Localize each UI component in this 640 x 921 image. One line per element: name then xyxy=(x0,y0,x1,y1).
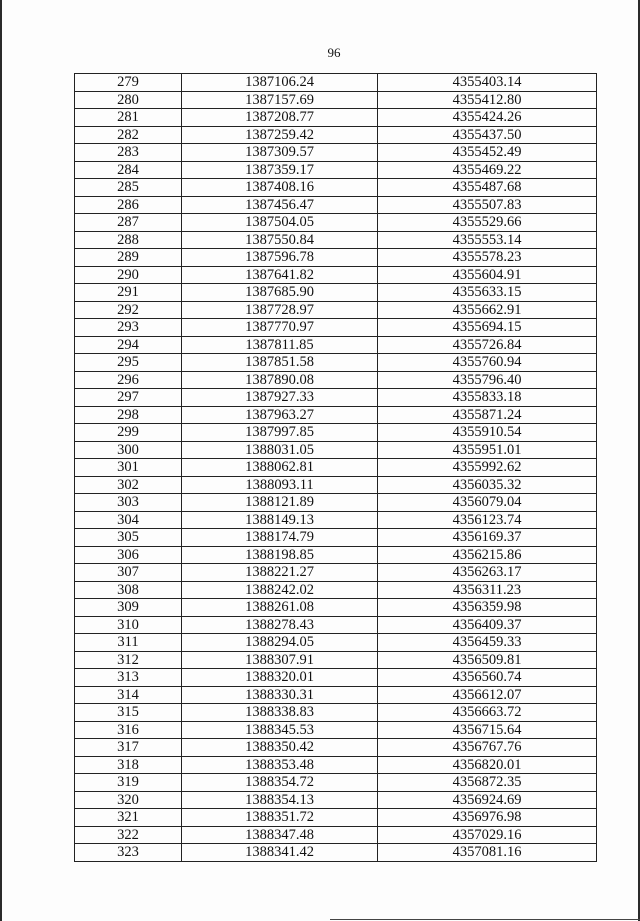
table-row xyxy=(75,336,597,354)
y-coordinate-cell: 4355760.94 xyxy=(378,354,597,372)
coordinates-table-body xyxy=(75,74,597,862)
point-number-cell: 318 xyxy=(75,756,182,774)
point-number-cell: 316 xyxy=(75,721,182,739)
point-number-cell: 285 xyxy=(75,179,182,197)
table-row xyxy=(75,739,597,757)
x-coordinate-cell: 1388351.72 xyxy=(182,809,378,827)
x-coordinate-cell: 1387259.42 xyxy=(182,126,378,144)
table-row xyxy=(75,599,597,617)
point-number-cell: 320 xyxy=(75,791,182,809)
table-row xyxy=(75,424,597,442)
y-coordinate-cell: 4355529.66 xyxy=(378,214,597,232)
table-row xyxy=(75,319,597,337)
y-coordinate-cell: 4355633.15 xyxy=(378,284,597,302)
x-coordinate-cell: 1387309.57 xyxy=(182,144,378,162)
x-coordinate-cell: 1387851.58 xyxy=(182,354,378,372)
point-number-cell: 280 xyxy=(75,91,182,109)
table-row xyxy=(75,774,597,792)
table-row xyxy=(75,109,597,127)
point-number-cell: 286 xyxy=(75,196,182,214)
table-row xyxy=(75,284,597,302)
point-number-cell: 313 xyxy=(75,669,182,687)
table-row xyxy=(75,179,597,197)
x-coordinate-cell: 1387504.05 xyxy=(182,214,378,232)
point-number-cell: 296 xyxy=(75,371,182,389)
y-coordinate-cell: 4356767.76 xyxy=(378,739,597,757)
table-row xyxy=(75,686,597,704)
table-row xyxy=(75,634,597,652)
y-coordinate-cell: 4355469.22 xyxy=(378,161,597,179)
point-number-cell: 299 xyxy=(75,424,182,442)
x-coordinate-cell: 1388242.02 xyxy=(182,581,378,599)
x-coordinate-cell: 1388198.85 xyxy=(182,546,378,564)
point-number-cell: 317 xyxy=(75,739,182,757)
x-coordinate-cell: 1387208.77 xyxy=(182,109,378,127)
x-coordinate-cell: 1388330.31 xyxy=(182,686,378,704)
x-coordinate-cell: 1388353.48 xyxy=(182,756,378,774)
point-number-cell: 315 xyxy=(75,704,182,722)
table-row xyxy=(75,546,597,564)
point-number-cell: 287 xyxy=(75,214,182,232)
point-number-cell: 306 xyxy=(75,546,182,564)
x-coordinate-cell: 1387997.85 xyxy=(182,424,378,442)
point-number-cell: 297 xyxy=(75,389,182,407)
page-edge-left xyxy=(0,0,2,921)
table-row xyxy=(75,721,597,739)
y-coordinate-cell: 4355553.14 xyxy=(378,231,597,249)
point-number-cell: 283 xyxy=(75,144,182,162)
x-coordinate-cell: 1387157.69 xyxy=(182,91,378,109)
table-row xyxy=(75,494,597,512)
point-number-cell: 295 xyxy=(75,354,182,372)
y-coordinate-cell: 4356359.98 xyxy=(378,599,597,617)
point-number-cell: 307 xyxy=(75,564,182,582)
y-coordinate-cell: 4357081.16 xyxy=(378,844,597,862)
x-coordinate-cell: 1387685.90 xyxy=(182,284,378,302)
table-row xyxy=(75,844,597,862)
point-number-cell: 288 xyxy=(75,231,182,249)
table-row xyxy=(75,459,597,477)
x-coordinate-cell: 1387456.47 xyxy=(182,196,378,214)
table-row xyxy=(75,126,597,144)
table-row xyxy=(75,616,597,634)
x-coordinate-cell: 1387408.16 xyxy=(182,179,378,197)
y-coordinate-cell: 4356311.23 xyxy=(378,581,597,599)
table-row xyxy=(75,756,597,774)
point-number-cell: 290 xyxy=(75,266,182,284)
x-coordinate-cell: 1387550.84 xyxy=(182,231,378,249)
x-coordinate-cell: 1387963.27 xyxy=(182,406,378,424)
y-coordinate-cell: 4355507.83 xyxy=(378,196,597,214)
y-coordinate-cell: 4355452.49 xyxy=(378,144,597,162)
x-coordinate-cell: 1388347.48 xyxy=(182,826,378,844)
y-coordinate-cell: 4355437.50 xyxy=(378,126,597,144)
table-row xyxy=(75,74,597,92)
point-number-cell: 303 xyxy=(75,494,182,512)
table-row xyxy=(75,301,597,319)
x-coordinate-cell: 1388354.72 xyxy=(182,774,378,792)
table-row xyxy=(75,651,597,669)
table-row xyxy=(75,266,597,284)
point-number-cell: 301 xyxy=(75,459,182,477)
point-number-cell: 292 xyxy=(75,301,182,319)
point-number-cell: 284 xyxy=(75,161,182,179)
y-coordinate-cell: 4355412.80 xyxy=(378,91,597,109)
table-row xyxy=(75,826,597,844)
table-row xyxy=(75,809,597,827)
point-number-cell: 305 xyxy=(75,529,182,547)
x-coordinate-cell: 1387359.17 xyxy=(182,161,378,179)
y-coordinate-cell: 4356560.74 xyxy=(378,669,597,687)
y-coordinate-cell: 4355403.14 xyxy=(378,74,597,92)
point-number-cell: 314 xyxy=(75,686,182,704)
x-coordinate-cell: 1388121.89 xyxy=(182,494,378,512)
table-row xyxy=(75,161,597,179)
point-number-cell: 309 xyxy=(75,599,182,617)
table-row xyxy=(75,406,597,424)
table-row xyxy=(75,196,597,214)
table-row xyxy=(75,389,597,407)
x-coordinate-cell: 1387770.97 xyxy=(182,319,378,337)
x-coordinate-cell: 1387811.85 xyxy=(182,336,378,354)
table-row xyxy=(75,529,597,547)
point-number-cell: 310 xyxy=(75,616,182,634)
point-number-cell: 302 xyxy=(75,476,182,494)
y-coordinate-cell: 4356612.07 xyxy=(378,686,597,704)
point-number-cell: 293 xyxy=(75,319,182,337)
point-number-cell: 298 xyxy=(75,406,182,424)
y-coordinate-cell: 4355578.23 xyxy=(378,249,597,267)
y-coordinate-cell: 4355662.91 xyxy=(378,301,597,319)
x-coordinate-cell: 1388350.42 xyxy=(182,739,378,757)
point-number-cell: 300 xyxy=(75,441,182,459)
y-coordinate-cell: 4355951.01 xyxy=(378,441,597,459)
y-coordinate-cell: 4356509.81 xyxy=(378,651,597,669)
y-coordinate-cell: 4356924.69 xyxy=(378,791,597,809)
point-number-cell: 294 xyxy=(75,336,182,354)
x-coordinate-cell: 1388320.01 xyxy=(182,669,378,687)
point-number-cell: 312 xyxy=(75,651,182,669)
point-number-cell: 291 xyxy=(75,284,182,302)
x-coordinate-cell: 1388261.08 xyxy=(182,599,378,617)
y-coordinate-cell: 4355992.62 xyxy=(378,459,597,477)
x-coordinate-cell: 1387106.24 xyxy=(182,74,378,92)
table-row xyxy=(75,441,597,459)
y-coordinate-cell: 4355694.15 xyxy=(378,319,597,337)
x-coordinate-cell: 1388307.91 xyxy=(182,651,378,669)
y-coordinate-cell: 4355604.91 xyxy=(378,266,597,284)
x-coordinate-cell: 1388345.53 xyxy=(182,721,378,739)
x-coordinate-cell: 1388093.11 xyxy=(182,476,378,494)
table-row xyxy=(75,91,597,109)
y-coordinate-cell: 4356820.01 xyxy=(378,756,597,774)
y-coordinate-cell: 4355833.18 xyxy=(378,389,597,407)
y-coordinate-cell: 4356663.72 xyxy=(378,704,597,722)
x-coordinate-cell: 1387641.82 xyxy=(182,266,378,284)
point-number-cell: 289 xyxy=(75,249,182,267)
x-coordinate-cell: 1388338.83 xyxy=(182,704,378,722)
page-edge-bottom xyxy=(330,919,640,920)
point-number-cell: 323 xyxy=(75,844,182,862)
x-coordinate-cell: 1387596.78 xyxy=(182,249,378,267)
table-row xyxy=(75,791,597,809)
table-row xyxy=(75,231,597,249)
y-coordinate-cell: 4356263.17 xyxy=(378,564,597,582)
x-coordinate-cell: 1387728.97 xyxy=(182,301,378,319)
point-number-cell: 279 xyxy=(75,74,182,92)
table-row xyxy=(75,511,597,529)
y-coordinate-cell: 4356459.33 xyxy=(378,634,597,652)
table-row xyxy=(75,144,597,162)
x-coordinate-cell: 1387890.08 xyxy=(182,371,378,389)
table-row xyxy=(75,249,597,267)
point-number-cell: 308 xyxy=(75,581,182,599)
x-coordinate-cell: 1388354.13 xyxy=(182,791,378,809)
table-row xyxy=(75,354,597,372)
x-coordinate-cell: 1388278.43 xyxy=(182,616,378,634)
x-coordinate-cell: 1388031.05 xyxy=(182,441,378,459)
x-coordinate-cell: 1388294.05 xyxy=(182,634,378,652)
y-coordinate-cell: 4355910.54 xyxy=(378,424,597,442)
point-number-cell: 321 xyxy=(75,809,182,827)
point-number-cell: 319 xyxy=(75,774,182,792)
y-coordinate-cell: 4355424.26 xyxy=(378,109,597,127)
y-coordinate-cell: 4356215.86 xyxy=(378,546,597,564)
x-coordinate-cell: 1388149.13 xyxy=(182,511,378,529)
table-row xyxy=(75,371,597,389)
coordinates-table xyxy=(74,73,597,862)
y-coordinate-cell: 4356976.98 xyxy=(378,809,597,827)
table-row xyxy=(75,669,597,687)
y-coordinate-cell: 4355487.68 xyxy=(378,179,597,197)
point-number-cell: 282 xyxy=(75,126,182,144)
y-coordinate-cell: 4356409.37 xyxy=(378,616,597,634)
y-coordinate-cell: 4355871.24 xyxy=(378,406,597,424)
x-coordinate-cell: 1388221.27 xyxy=(182,564,378,582)
table-row xyxy=(75,476,597,494)
point-number-cell: 281 xyxy=(75,109,182,127)
y-coordinate-cell: 4356872.35 xyxy=(378,774,597,792)
table-row xyxy=(75,581,597,599)
y-coordinate-cell: 4355796.40 xyxy=(378,371,597,389)
point-number-cell: 311 xyxy=(75,634,182,652)
point-number-cell: 322 xyxy=(75,826,182,844)
y-coordinate-cell: 4356035.32 xyxy=(378,476,597,494)
table-row xyxy=(75,564,597,582)
y-coordinate-cell: 4355726.84 xyxy=(378,336,597,354)
table-row xyxy=(75,704,597,722)
y-coordinate-cell: 4356169.37 xyxy=(378,529,597,547)
table-row xyxy=(75,214,597,232)
point-number-cell: 304 xyxy=(75,511,182,529)
y-coordinate-cell: 4356079.04 xyxy=(378,494,597,512)
y-coordinate-cell: 4357029.16 xyxy=(378,826,597,844)
x-coordinate-cell: 1387927.33 xyxy=(182,389,378,407)
y-coordinate-cell: 4356715.64 xyxy=(378,721,597,739)
x-coordinate-cell: 1388062.81 xyxy=(182,459,378,477)
y-coordinate-cell: 4356123.74 xyxy=(378,511,597,529)
x-coordinate-cell: 1388341.42 xyxy=(182,844,378,862)
page-number: 96 xyxy=(327,45,341,60)
x-coordinate-cell: 1388174.79 xyxy=(182,529,378,547)
